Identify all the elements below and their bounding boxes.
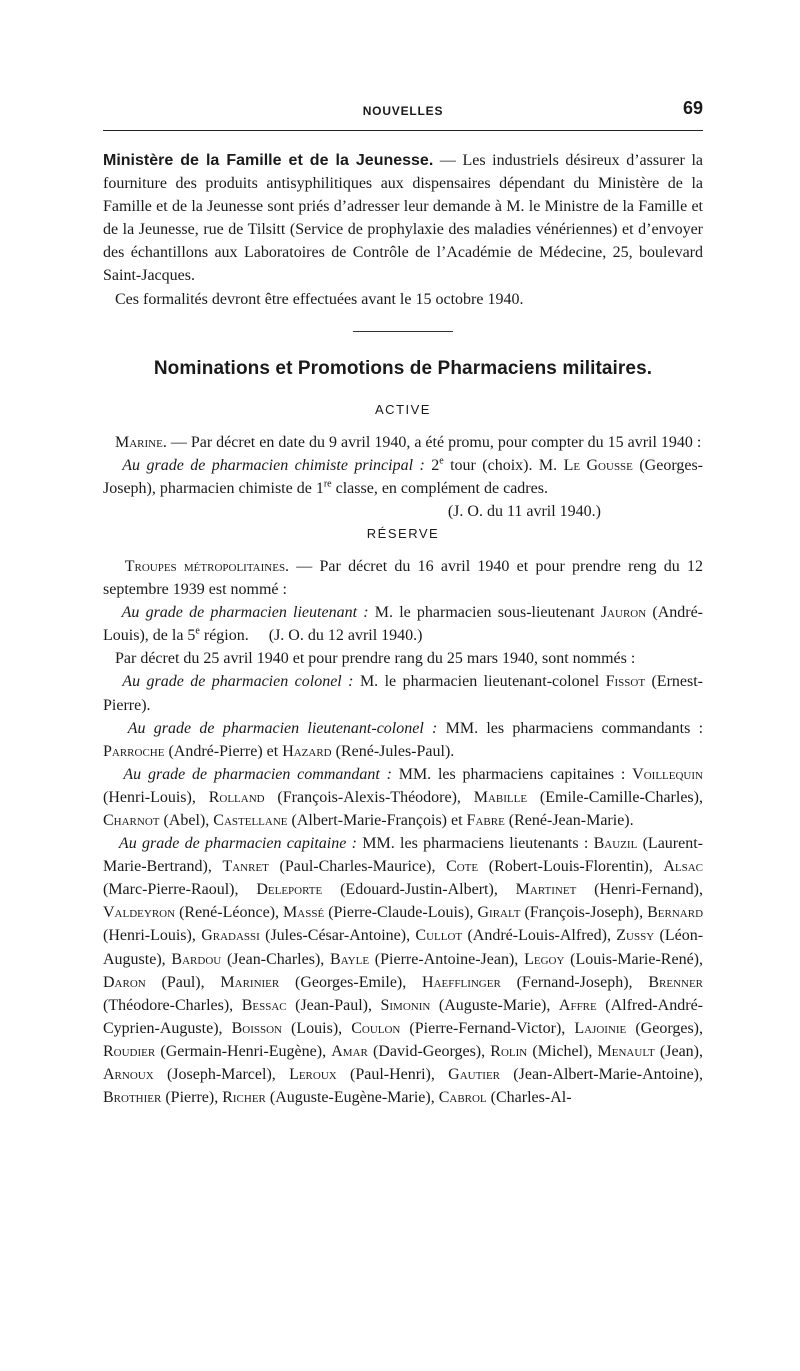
person-given-names: (Abel), xyxy=(159,811,214,829)
person-le-gousse: Le Gousse xyxy=(563,456,633,474)
person-name: Tanret xyxy=(222,858,269,876)
person-given-names: (Auguste-Marie), xyxy=(430,996,559,1014)
capitaine-grade: Au grade de pharmacien capitaine : xyxy=(118,835,357,853)
marine-text: — Par décret en date du 9 avril 1940, a été promu, pour compter du 15 avril 1940 : xyxy=(166,433,702,451)
person-given-names: (Robert-Louis-Florentin), xyxy=(478,858,664,876)
active-grade-paragraph xyxy=(103,454,704,520)
person-given-names: (Léon-Auguste), xyxy=(103,927,704,968)
person-name: Leroux xyxy=(289,1066,337,1083)
person-given-names: (Pierre), xyxy=(161,1089,223,1107)
commandant-text: MM. les pharmaciens capitaines : xyxy=(391,765,626,783)
active-text-b: tour (choix). M. xyxy=(443,456,564,474)
person-given-names: (Louis-Marie-René), xyxy=(564,950,704,968)
person-given-names: (Paul), xyxy=(145,973,221,991)
person-name: Brenner xyxy=(648,973,704,991)
decree-text: Par décret du 25 avril 1940 et pour prendre rang du 25 mars 1940, sont nommés : xyxy=(115,650,636,668)
lt-colonel-paragraph xyxy=(103,717,703,763)
reserve-heading: RÉSERVE xyxy=(366,525,440,541)
person-given-names: (Théodore-Charles), xyxy=(103,996,242,1014)
lt-colonel-text-3: (René-Jules-Paul). xyxy=(331,742,455,760)
person-given-names: (François-Joseph), xyxy=(520,904,648,922)
person-name: Brothier xyxy=(103,1089,162,1107)
ministry-heading: Ministère de la Famille et de la Jeunesse. xyxy=(103,152,434,169)
running-title: NOUVELLES xyxy=(362,104,444,118)
person-name: Amar xyxy=(331,1042,368,1060)
person-name: Daron xyxy=(103,973,146,991)
person-name: Coulon xyxy=(351,1019,401,1037)
person-name: Roudier xyxy=(103,1042,156,1060)
person-name: Arnoux xyxy=(103,1066,154,1083)
person-name: Simonin xyxy=(380,996,431,1014)
person-given-names: (Jean-Paul), xyxy=(286,996,381,1014)
active-sup-c: re xyxy=(323,478,332,490)
active-grade: Au grade de pharmacien chimiste principal : xyxy=(122,456,425,474)
person-name: Gradassi xyxy=(201,927,260,945)
ministry-closing-text: Ces formalités devront être effectuées avant le 15 octobre 1940. xyxy=(115,290,524,308)
person-given-names: (André-Louis-Alfred), xyxy=(462,927,617,945)
person-name: Castellane xyxy=(213,811,288,829)
colonel-paragraph xyxy=(103,670,703,716)
person-jauron: Jauron xyxy=(600,604,647,622)
capitaine-list xyxy=(103,835,703,1106)
person-name: Cullot xyxy=(415,927,463,945)
colonel-grade: Au grade de pharmacien colonel : xyxy=(122,673,354,691)
page-number: 69 xyxy=(682,98,703,118)
active-text-a: 2 xyxy=(424,456,440,474)
person-given-names: (Jean), xyxy=(654,1042,704,1060)
decree-paragraph xyxy=(103,647,703,670)
person-given-names: (René-Léonce), xyxy=(175,904,284,922)
lt-colonel-text: MM. les pharmaciens commandants : xyxy=(437,719,704,737)
lieutenant-paragraph xyxy=(103,601,703,647)
person-given-names: (Charles-Al- xyxy=(486,1089,572,1107)
person-name: Giralt xyxy=(477,904,521,922)
active-text-d: classe, en complément de cadres. xyxy=(331,479,548,497)
person-given-names: (Emile-Camille-Charles), xyxy=(527,788,703,806)
person-name: Rolland xyxy=(208,788,265,806)
lieutenant-text-3: région. xyxy=(199,627,249,645)
person-name: Richer xyxy=(222,1089,266,1107)
person-given-names: (Albert-Marie-François) et xyxy=(287,811,467,829)
person-given-names: (Paul-Charles-Maurice), xyxy=(268,858,447,876)
person-given-names: (Jean-Charles), xyxy=(221,950,331,968)
person-given-names: (Henri-Louis), xyxy=(103,788,209,806)
troupes-paragraph xyxy=(103,555,703,601)
ministry-body: — Les industriels désireux d’assurer la fourniture des produits antisyphilitiques aux dispensaires dépendant du Ministère de la Famille et de la Jeunesse sont priés d’adresser leur demande à M. le Ministre de la Famille et de la Jeunesse, rue de Tilsitt (Service de prophylaxie des maladies vénériennes) et d’envoyer des échantillons aux Laboratoires de Contrôle de l’Académie de Médecine, 25, boulevard Saint-Jacques. xyxy=(103,152,703,285)
troupes-text: — Par décret du 16 avril 1940 et pour prendre reng du 12 septembre 1939 est nommé : xyxy=(103,557,703,599)
capitaine-text: MM. les pharmaciens lieutenants : xyxy=(356,835,594,853)
person-given-names: (Paul-Henri), xyxy=(336,1066,449,1083)
person-given-names: (David-Georges), xyxy=(367,1042,491,1060)
person-name: Charnot xyxy=(103,811,160,829)
active-heading: ACTIVE xyxy=(375,401,431,417)
lieutenant-grade: Au grade de pharmacien lieutenant : xyxy=(121,604,369,622)
colonel-text: M. le pharmacien lieutenant-colonel xyxy=(353,673,606,691)
person-name: Menault xyxy=(597,1042,655,1060)
person-name: Bardou xyxy=(171,950,222,968)
capitaine-paragraph xyxy=(103,832,703,1109)
person-name: Fabre xyxy=(466,811,505,829)
person-name: Bayle xyxy=(330,950,370,968)
lieutenant-sup: e xyxy=(195,625,200,637)
person-given-names: (Pierre-Claude-Louis), xyxy=(324,904,478,922)
person-given-names: (Laurent-Marie-Bertrand), xyxy=(103,835,704,876)
person-given-names: (Marc-Pierre-Raoul), xyxy=(103,881,257,899)
person-name: Rolin xyxy=(490,1042,528,1060)
person-name: Affre xyxy=(558,996,597,1014)
commandant-grade: Au grade de pharmacien commandant : xyxy=(123,765,392,783)
person-given-names: (Henri-Louis), xyxy=(103,927,202,945)
person-given-names: (René-Jean-Marie). xyxy=(504,811,634,829)
ministry-notice xyxy=(103,149,703,288)
document-page xyxy=(103,96,703,1109)
person-name: Valdeyron xyxy=(103,904,176,922)
person-name: Cabrol xyxy=(438,1089,487,1107)
marine-label: Marine. xyxy=(115,433,167,451)
troupes-label: Troupes métropolitaines. xyxy=(124,557,290,575)
person-given-names: (Auguste-Eugène-Marie), xyxy=(265,1089,439,1107)
person-name: Alsac xyxy=(663,858,704,876)
person-name: Martinet xyxy=(515,881,577,899)
active-journal-ref: (J. O. du 11 avril 1940.) xyxy=(447,502,601,520)
section-title: Nominations et Promotions de Pharmaciens militaires. xyxy=(153,357,653,379)
person-hazard: Hazard xyxy=(282,742,332,760)
person-name: Legoy xyxy=(524,950,565,968)
marine-paragraph xyxy=(103,431,703,454)
person-name: Bessac xyxy=(241,996,287,1014)
person-name: Haefflinger xyxy=(422,973,501,991)
person-given-names: (Joseph-Marcel), xyxy=(153,1066,290,1083)
person-fissot: Fissot xyxy=(605,673,646,691)
person-given-names: (Edouard-Justin-Albert), xyxy=(322,881,516,899)
lieutenant-journal-ref: (J. O. du 12 avril 1940.) xyxy=(268,627,423,645)
person-name: Lajoinie xyxy=(574,1019,627,1037)
person-parroche: Parroche xyxy=(103,742,165,760)
active-sup-a: e xyxy=(439,455,444,467)
person-given-names: (Alfred-André-Cyprien-Auguste), xyxy=(103,996,703,1037)
person-given-names: (Germain-Henri-Eugène), xyxy=(155,1042,332,1060)
person-name: Gautier xyxy=(448,1066,501,1083)
person-given-names: (Jules-César-Antoine), xyxy=(259,927,416,945)
running-header xyxy=(103,96,703,131)
person-given-names: (Pierre-Antoine-Jean), xyxy=(369,950,525,968)
colonel-text-2: (Ernest-Pierre). xyxy=(103,673,704,714)
person-name: Mabille xyxy=(473,788,528,806)
person-name: Bernard xyxy=(647,904,704,922)
commandant-paragraph xyxy=(103,763,703,832)
person-name: Boisson xyxy=(231,1019,282,1037)
person-name: Voillequin xyxy=(632,765,703,783)
person-name: Zussy xyxy=(616,927,655,945)
lieutenant-text-2: (André-Louis), de la 5 xyxy=(103,604,704,645)
person-given-names: (François-Alexis-Théodore), xyxy=(264,788,474,806)
section-divider xyxy=(353,331,453,332)
person-given-names: (Michel), xyxy=(527,1042,598,1060)
person-given-names: (Henri-Fernand), xyxy=(576,881,703,899)
person-given-names: (Georges), xyxy=(626,1019,704,1037)
person-given-names: (Louis), xyxy=(282,1019,352,1037)
lieutenant-text: M. le pharmacien sous-lieutenant xyxy=(368,604,601,622)
active-text-c: (Georges-Joseph), pharmacien chimiste de 1 xyxy=(103,456,704,497)
ministry-closing xyxy=(103,288,703,311)
person-given-names: (Georges-Emile), xyxy=(279,973,423,991)
person-given-names: (Pierre-Fernand-Victor), xyxy=(400,1019,575,1037)
person-given-names: (Jean-Albert-Marie-Antoine), xyxy=(500,1066,703,1083)
person-name: Marinier xyxy=(220,973,280,991)
person-name: Bauzil xyxy=(593,835,638,853)
person-given-names: (Fernand-Joseph), xyxy=(500,973,649,991)
lt-colonel-grade: Au grade de pharmacien lieutenant-colonel : xyxy=(127,719,438,737)
person-name: Cote xyxy=(446,858,479,876)
person-name: Deleporte xyxy=(256,881,323,899)
lt-colonel-text-2: (André-Pierre) et xyxy=(164,742,283,760)
person-name: Massé xyxy=(283,904,325,922)
